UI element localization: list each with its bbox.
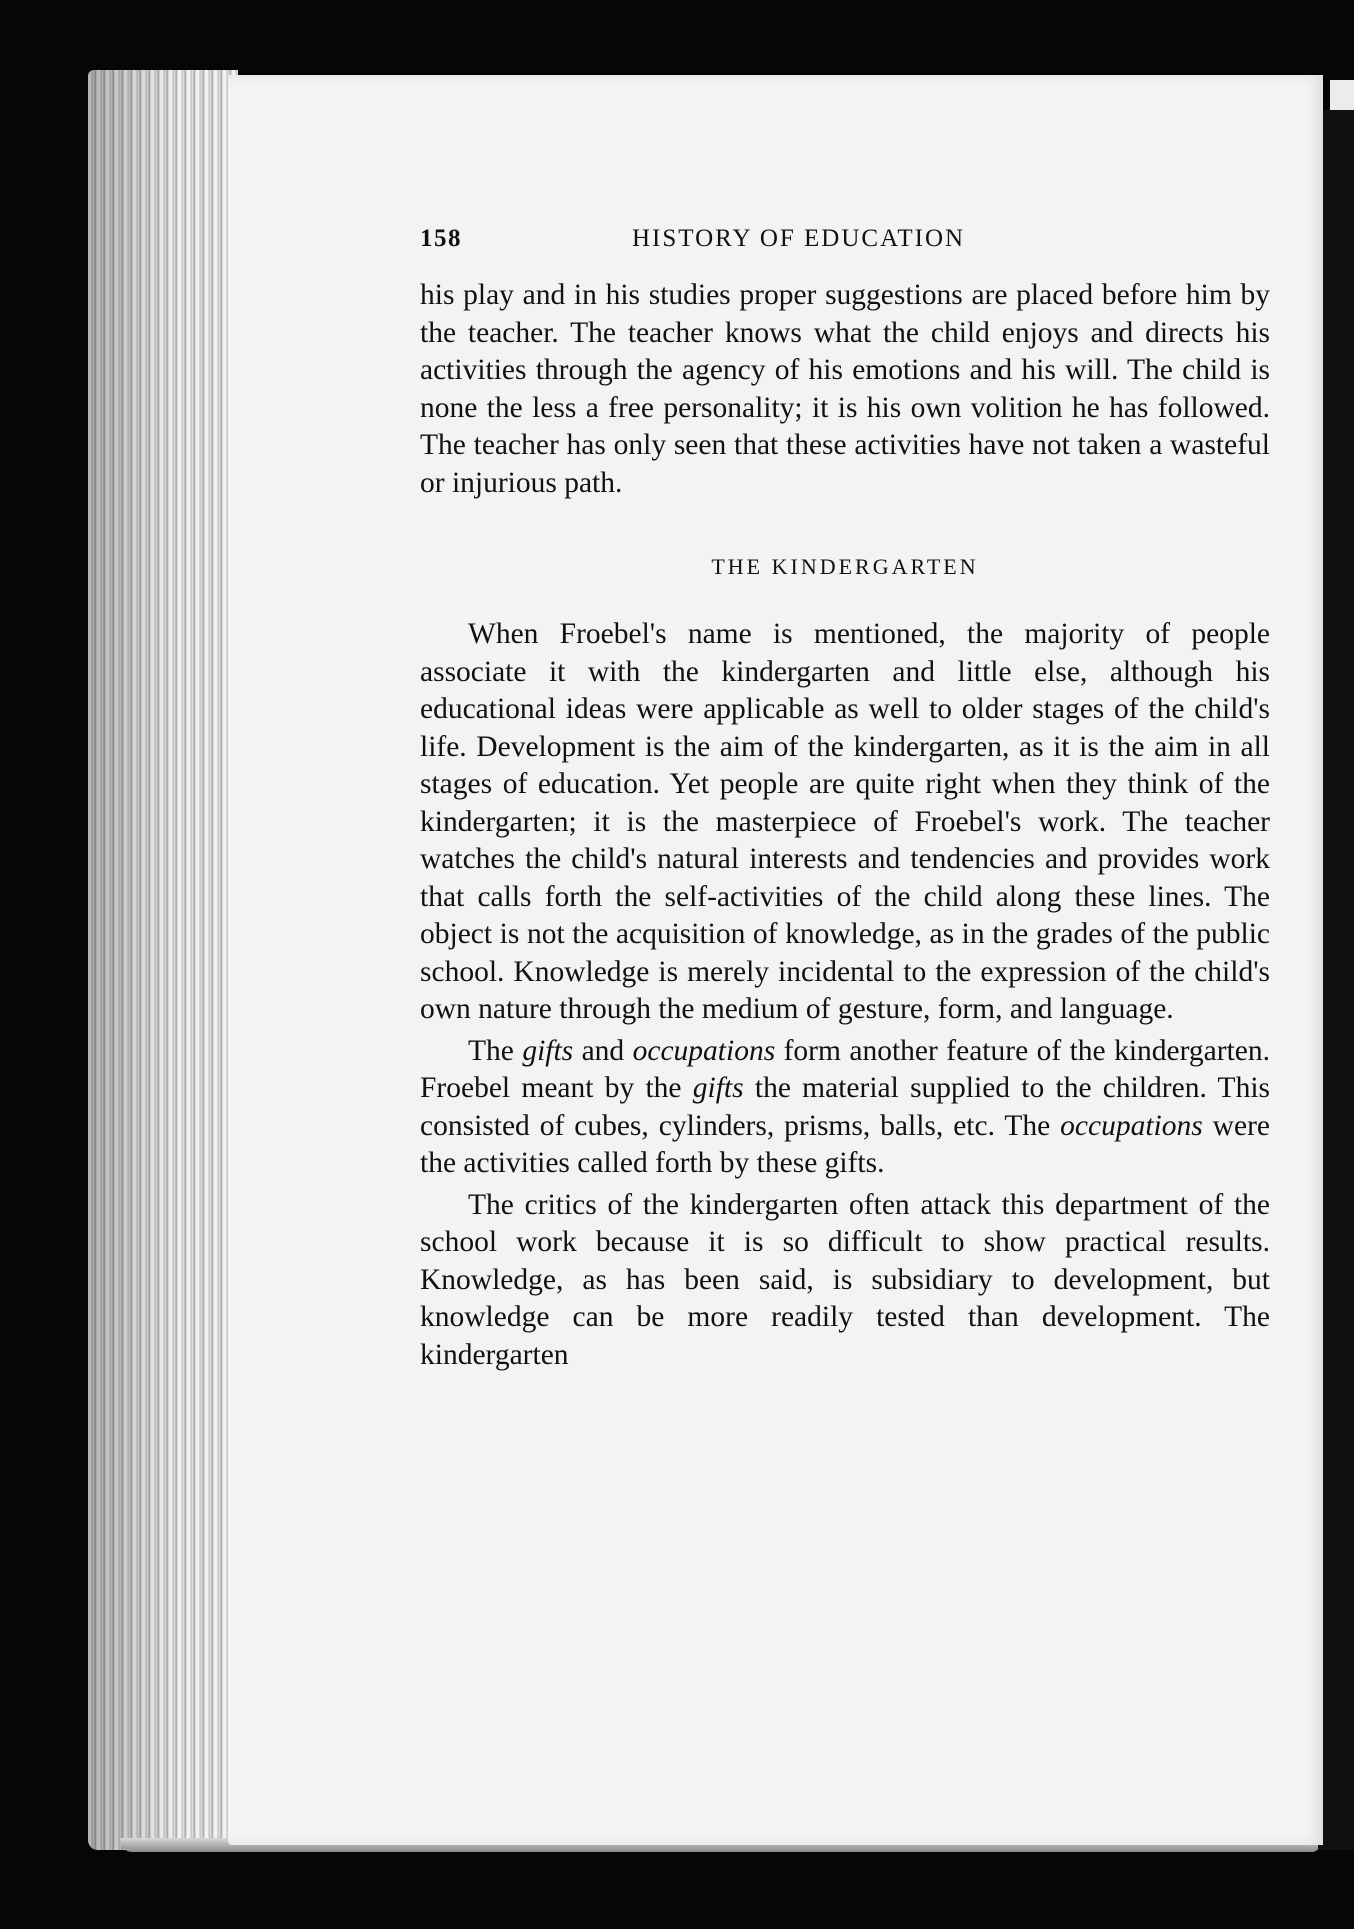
italic-term: gifts <box>692 1072 744 1104</box>
page-number: 158 <box>420 225 462 252</box>
italic-term: occupations <box>1060 1109 1203 1142</box>
running-title: HISTORY OF EDUCATION <box>632 225 966 252</box>
italic-term: occupations <box>632 1034 776 1067</box>
page-text-block <box>420 225 1270 1374</box>
page-edge-shadow <box>88 70 238 1850</box>
text-run: The <box>468 1034 523 1067</box>
italic-term: gifts <box>522 1034 574 1067</box>
book-gutter <box>1318 110 1354 1850</box>
paragraph-critics: The critics of the kindergarten often attack this department of the school work because it is so difficult to show practical results. Knowledge, as has been said, is subsidiary to development, but knowledge can be more readily tested than development. The kindergarten <box>420 1188 1270 1371</box>
text-run: the material supplied to the children. This consisted of cubes, cylinders, prisms, balls, etc. The <box>420 1072 1270 1142</box>
text-run: form another feature of the kindergarten. Froebel meant by the <box>420 1034 1270 1104</box>
section-heading: THE KINDERGARTEN <box>711 554 979 579</box>
paragraph-froebel-kindergarten: When Froebel's name is mentioned, the majority of people associate it with the kindergarten and little else, although his educational ideas were applicable as well to older stages of the child's life. Development is the aim of the kindergarten, as it is the aim in all stages of education. Yet people are quite right when they think of the kindergarten; it is the masterpiece of Froebel's work. The teacher watches the child's natural interests and tendencies and provides work that calls forth the self-activities of the child along these lines. The object is not the acquisition of knowledge, as in the grades of the public school. Knowledge is merely incidental to the expression of the child's own nature through the medium of gesture, form, and language. <box>420 618 1270 1025</box>
text-run: and <box>573 1034 633 1067</box>
paragraph-gifts-occupations <box>420 1033 1270 1183</box>
running-head <box>420 225 1270 265</box>
paragraph-continued: his play and in his studies proper suggestions are placed before him by the teacher. The teacher knows what the child enjoys and directs his activities through the agency of his emotions and his will. The child is none the less a free personality; it is his own volition he has followed. The teacher has only seen that these activities have not taken a wasteful or injurious path. <box>420 279 1270 499</box>
text-run: were the activities called forth by these gifts. <box>420 1109 1270 1179</box>
